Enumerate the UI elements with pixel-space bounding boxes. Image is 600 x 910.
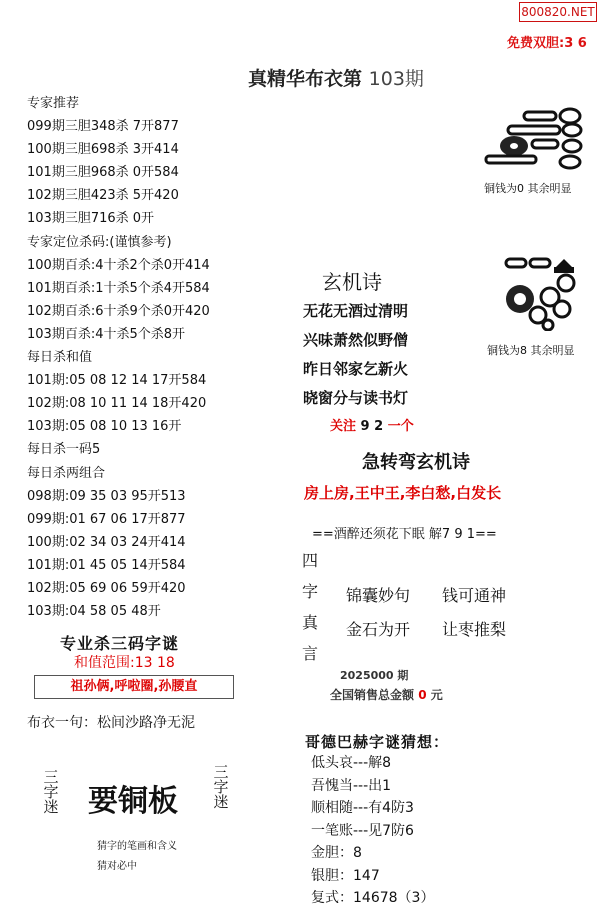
sales-label: 全国销售总金额 bbox=[330, 688, 415, 702]
poem-line: 晓窗分与读书灯 bbox=[303, 389, 409, 407]
sales-line bbox=[330, 686, 443, 703]
sales-amount: 0 bbox=[418, 688, 427, 702]
list-item: 银胆：147 bbox=[311, 867, 380, 884]
poem-lines bbox=[303, 297, 408, 413]
goedel-title: 哥德巴赫字谜猜想： bbox=[305, 733, 450, 751]
list-item: 102期:05 69 06 59开420 bbox=[27, 580, 186, 596]
list-item: 102期:08 10 11 14 18开420 bbox=[27, 396, 207, 412]
list-item: 低头哀---解8 bbox=[311, 755, 392, 771]
coin-picture-top bbox=[478, 106, 588, 178]
list-item: 102期百杀:6十杀9个杀0开420 bbox=[27, 303, 210, 319]
list-item: 103期:05 08 10 13 16开 bbox=[27, 419, 182, 435]
list-item: 专家定位杀码:(谨慎参考) bbox=[27, 234, 172, 250]
riddle-box: 祖孙俩,呼啦圈,孙腰直 bbox=[34, 675, 234, 699]
phrase-2b: 让枣推梨 bbox=[442, 620, 507, 639]
follow-label: 关注 bbox=[330, 419, 357, 434]
list-item: 每日杀两组合 bbox=[27, 465, 106, 481]
list-item: 101期百杀:1十杀5个杀4开584 bbox=[27, 280, 210, 296]
hint-block bbox=[97, 837, 177, 877]
goedel-list bbox=[311, 752, 434, 910]
free-pick: 免费双胆:3 6 bbox=[507, 36, 587, 51]
poem-line: 昨日邻家乞新火 bbox=[303, 360, 409, 378]
right-vertical-label: 三字迷 bbox=[213, 763, 229, 811]
drunk-line: ==酒醉还须花下眠 解7 9 1== bbox=[312, 527, 497, 542]
list-item: 一笔账---见7防6 bbox=[311, 822, 414, 839]
list-item: 专家推荐 bbox=[27, 96, 80, 111]
list-item: 复式：14678（3） bbox=[311, 890, 435, 906]
phrase-2a: 金石为开 bbox=[346, 620, 411, 639]
coin-picture-bottom bbox=[500, 253, 586, 331]
poem-line: 兴味萧然似野僧 bbox=[303, 331, 409, 349]
follow-line bbox=[330, 415, 414, 434]
page-title-text: 真精华布衣第 bbox=[248, 68, 363, 90]
list-item: 100期:02 34 03 24开414 bbox=[27, 534, 186, 550]
phrase-1b: 钱可通神 bbox=[442, 586, 507, 605]
list-item: 100期百杀:4十杀2个杀0开414 bbox=[27, 257, 210, 273]
poem-title: 玄机诗 bbox=[322, 270, 382, 294]
turn-title: 急转弯玄机诗 bbox=[362, 452, 470, 473]
four-char-vertical: 四字真言 bbox=[302, 551, 319, 663]
turn-words: 房上房,王中王,李白愁,白发长 bbox=[304, 484, 502, 502]
follow-tail: 一个 bbox=[387, 419, 414, 434]
big-board-text: 要铜板 bbox=[88, 784, 178, 819]
phrase-1a: 锦囊妙句 bbox=[346, 586, 411, 605]
expert-list bbox=[27, 92, 210, 623]
list-item: 103期:04 58 05 48开 bbox=[27, 604, 161, 620]
coin-caption-top: 铜钱为0 其余明显 bbox=[484, 182, 572, 195]
cloth-line: 布衣一句：松间沙路净无泥 bbox=[27, 715, 195, 731]
list-item: 103期百杀:4十杀5个杀8开 bbox=[27, 326, 186, 342]
list-item: 098期:09 35 03 95开513 bbox=[27, 488, 186, 504]
sales-unit: 元 bbox=[430, 688, 443, 702]
list-item: 每日杀一码5 bbox=[27, 442, 101, 458]
hint-line: 猜对必中 bbox=[97, 861, 137, 872]
list-item: 099期:01 67 06 17开877 bbox=[27, 511, 186, 527]
list-item: 金胆：8 bbox=[311, 845, 362, 861]
list-item: 102期三胆423杀 5开420 bbox=[27, 188, 179, 204]
riddle-heading: 专业杀三码字谜 bbox=[60, 634, 180, 653]
list-item: 103期三胆716杀 0开 bbox=[27, 211, 155, 227]
list-item: 吾愧当---出1 bbox=[311, 777, 392, 794]
page-title-issue: 103期 bbox=[368, 68, 424, 90]
sum-range: 和值范围:13 18 bbox=[74, 655, 175, 671]
list-item: 099期三胆348杀 7开877 bbox=[27, 119, 179, 135]
list-item: 101期:05 08 12 14 17开584 bbox=[27, 373, 207, 389]
page-title bbox=[248, 64, 424, 91]
coin-caption-bottom: 铜钱为8 其余明显 bbox=[487, 344, 575, 357]
list-item: 101期三胆968杀 0开584 bbox=[27, 165, 179, 181]
site-badge: 800820.NET bbox=[519, 2, 597, 22]
list-item: 每日杀和值 bbox=[27, 350, 93, 366]
follow-numbers: 9 2 bbox=[360, 419, 384, 434]
poem-line: 无花无酒过清明 bbox=[303, 302, 409, 320]
list-item: 101期:01 45 05 14开584 bbox=[27, 557, 186, 573]
period-text: 2025000 期 bbox=[340, 669, 409, 682]
list-item: 顺相随---有4防3 bbox=[311, 800, 414, 816]
left-vertical-label: 三字迷 bbox=[43, 768, 59, 816]
hint-line: 猜字的笔画和含义 bbox=[97, 841, 177, 852]
list-item: 100期三胆698杀 3开414 bbox=[27, 142, 179, 158]
